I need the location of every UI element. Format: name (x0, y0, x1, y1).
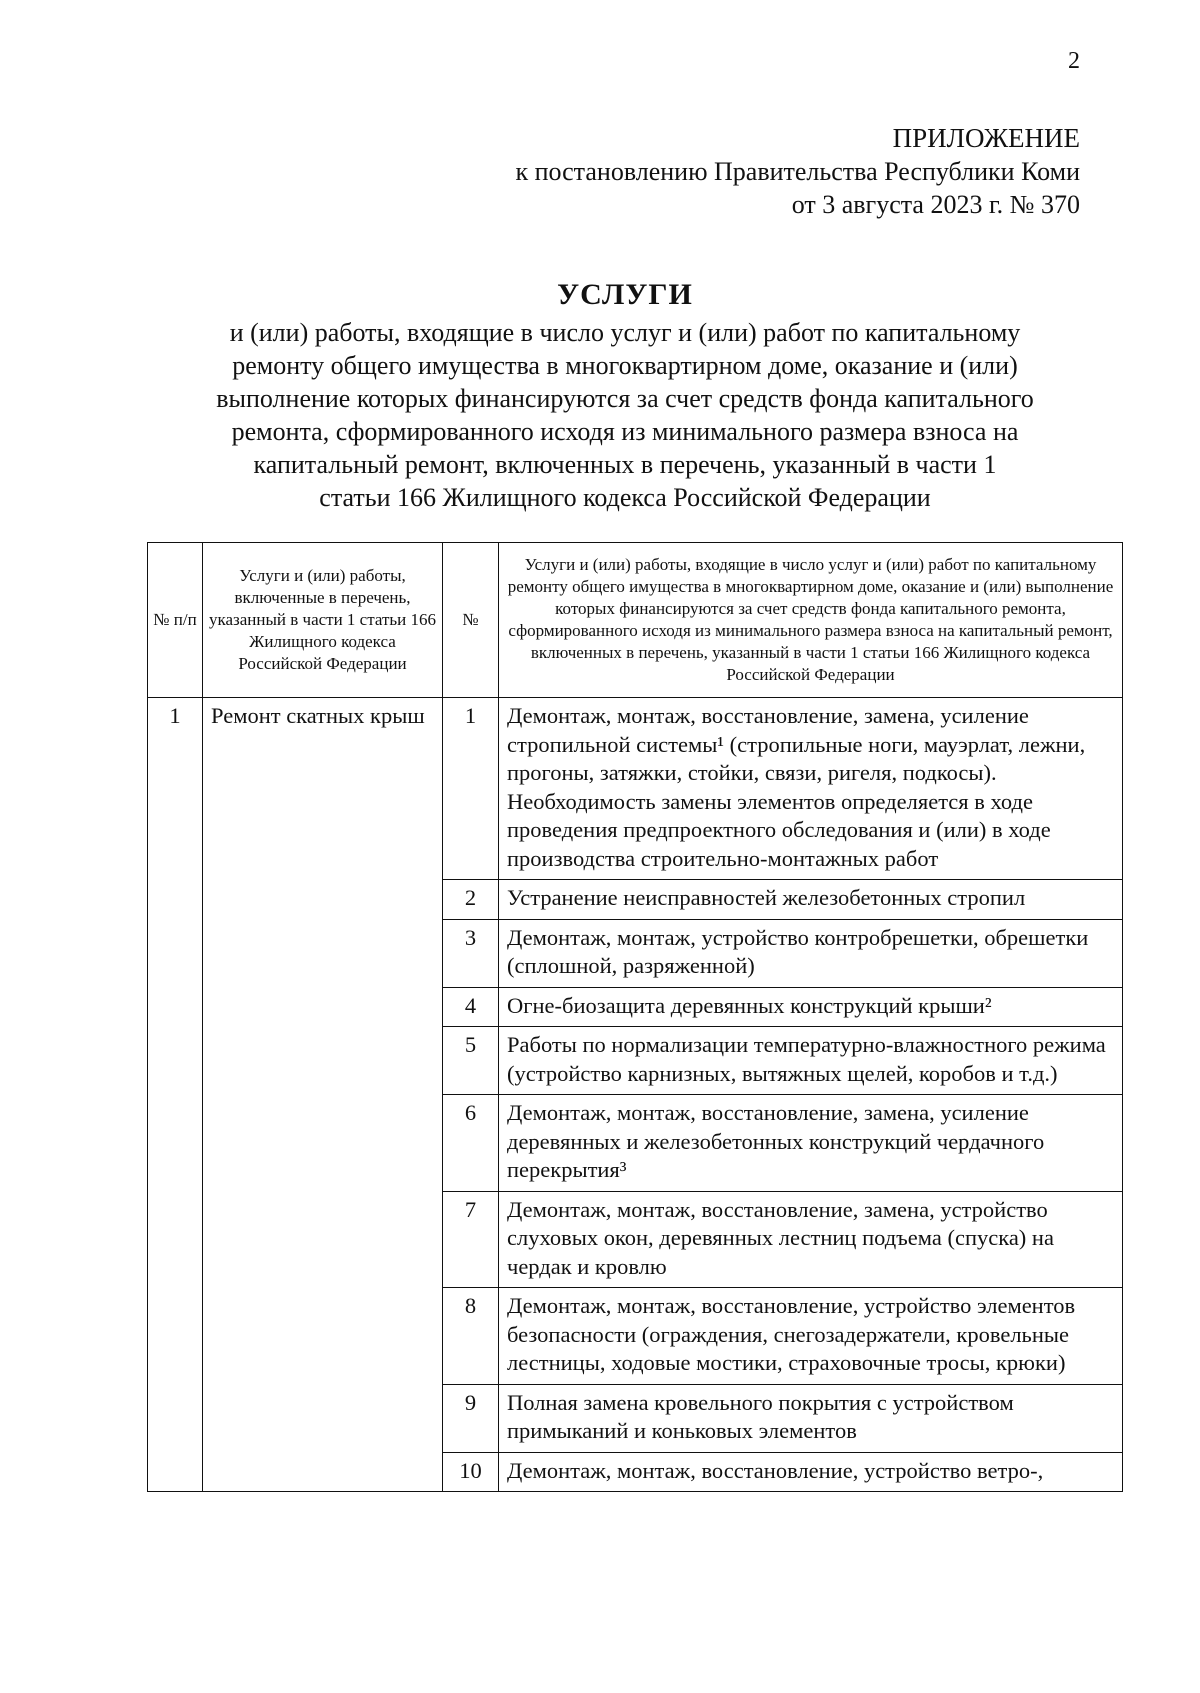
row-number: 3 (443, 919, 499, 987)
appendix-line-2: от 3 августа 2023 г. № 370 (791, 190, 1080, 219)
subtitle-line: капитальный ремонт, включенных в перечень, указанный в части 1 (253, 450, 997, 479)
row-text: Работы по нормализации температурно-влажностного режима (устройство карнизных, вытяжных щелей, коробов и т.д.) (499, 1027, 1123, 1095)
row-number: 7 (443, 1191, 499, 1288)
subtitle-line: выполнение которых финансируются за счет средств фонда капитального (216, 384, 1034, 413)
row-number: 5 (443, 1027, 499, 1095)
group-number: 1 (148, 698, 203, 1492)
row-number: 10 (443, 1452, 499, 1492)
document-title: УСЛУГИ (557, 278, 693, 311)
row-text: Устранение неисправностей железобетонных стропил (499, 880, 1123, 920)
document-subtitle (150, 316, 1100, 514)
row-number: 6 (443, 1095, 499, 1192)
subtitle-line: статьи 166 Жилищного кодекса Российской Федерации (319, 483, 931, 512)
table-header-row (148, 543, 1123, 698)
row-number: 1 (443, 698, 499, 880)
services-table (147, 542, 1123, 1492)
row-text: Демонтаж, монтаж, восстановление, замена, усиление деревянных и железобетонных конструкций чердачного перекрытия³ (499, 1095, 1123, 1192)
subtitle-line: ремонта, сформированного исходя из минимального размера взноса на (231, 417, 1019, 446)
row-text: Демонтаж, монтаж, устройство контробрешетки, обрешетки (сплошной, разряженной) (499, 919, 1123, 987)
row-number: 9 (443, 1384, 499, 1452)
group-name: Ремонт скатных крыш (203, 698, 443, 1492)
subtitle-line: ремонту общего имущества в многоквартирном доме, оказание и (или) (232, 351, 1018, 380)
header-row-number: № п/п (148, 543, 203, 698)
header-service-list: Услуги и (или) работы, включенные в перечень, указанный в части 1 статьи 166 Жилищного кодекса Российской Федерации (203, 543, 443, 698)
row-text: Полная замена кровельного покрытия с устройством примыканий и коньковых элементов (499, 1384, 1123, 1452)
appendix-title: ПРИЛОЖЕНИЕ (892, 123, 1080, 153)
header-number: № (443, 543, 499, 698)
row-text: Демонтаж, монтаж, восстановление, устройство ветро-, (499, 1452, 1123, 1492)
row-number: 8 (443, 1288, 499, 1385)
title-block (150, 278, 1100, 514)
row-text: Демонтаж, монтаж, восстановление, устройство элементов безопасности (ограждения, снегозадержатели, кровельные лестницы, ходовые мостики, страховочные тросы, крюки) (499, 1288, 1123, 1385)
appendix-line-1: к постановлению Правительства Республики Коми (515, 157, 1080, 186)
table-row (148, 698, 1123, 880)
row-number: 4 (443, 987, 499, 1027)
appendix-header (515, 122, 1080, 221)
subtitle-line: и (или) работы, входящие в число услуг и (или) работ по капитальному (229, 318, 1021, 347)
row-text: Демонтаж, монтаж, восстановление, замена, устройство слуховых окон, деревянных лестниц подъема (спуска) на чердак и кровлю (499, 1191, 1123, 1288)
row-text: Огне-биозащита деревянных конструкций крыши² (499, 987, 1123, 1027)
page-number: 2 (1068, 48, 1080, 74)
row-number: 2 (443, 880, 499, 920)
row-text: Демонтаж, монтаж, восстановление, замена, усиление стропильной системы¹ (стропильные ноги, мауэрлат, лежни, прогоны, затяжки, стойки, связи, ригеля, подкосы). Необходимость замены элементов определяется в ходе проведения предпроектного обследования и (или) в ходе производства строительно-монтажных работ (499, 698, 1123, 880)
header-service-details: Услуги и (или) работы, входящие в число услуг и (или) работ по капитальному ремонту общего имущества в многоквартирном доме, оказание и (или) выполнение которых финансируются за счет средств фонда капитального ремонта, сформированного исходя из минимального размера взноса на капитальный ремонт, включенных в перечень, указанный в части 1 статьи 166 Жилищного кодекса Российской Федерации (499, 543, 1123, 698)
